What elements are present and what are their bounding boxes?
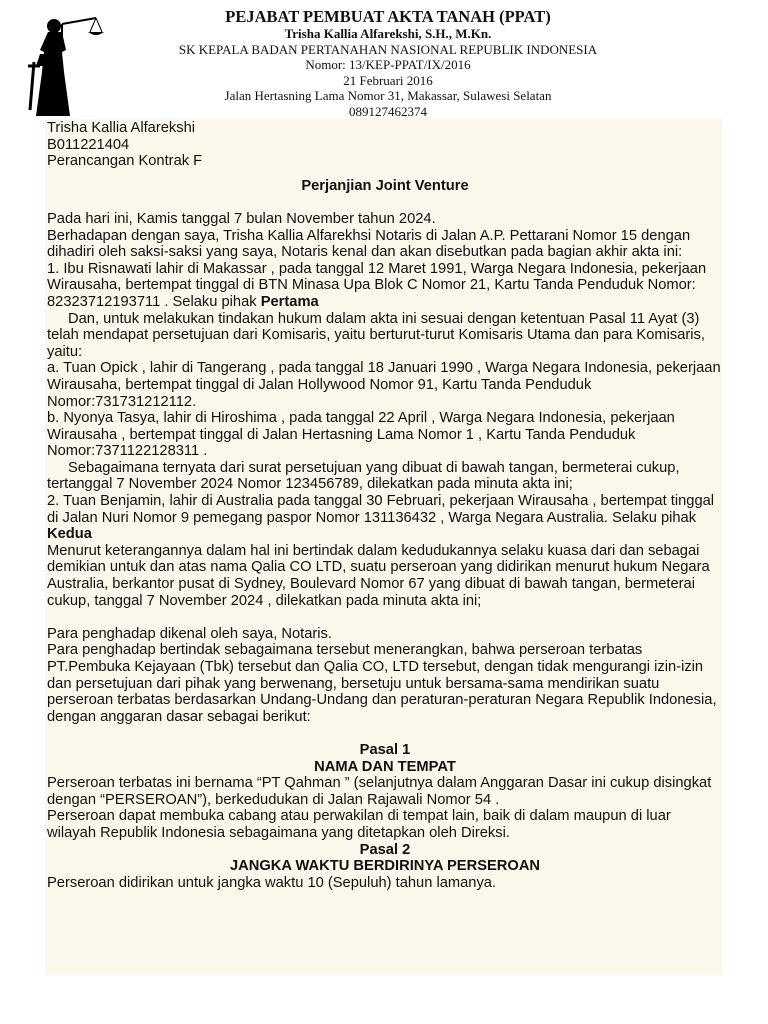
parties-known: Para penghadap dikenal oleh saya, Notaris.	[47, 625, 332, 642]
opening-statement: Berhadapan dengan saya, Trisha Kallia Alfarekhsi Notaris di Jalan A.P. Pettarani Nomor 15 dengan dihadiri oleh saksi-saksi yang saya, Notaris kenal dan akan disebutkan pada bagian akhir akta ini:	[47, 227, 691, 261]
commissioner-b: b. Nyonya Tasya, lahir di Hiroshima , pada tanggal 22 April , Warga Negara Indonesia, pekerjaan Wirausaha , bertempat tinggal di Jalan Hertasning Lama Nomor 1 , Kartu Tanda Penduduk Nomor:7371122128311 .	[47, 410, 675, 460]
party-first-text: 1. Ibu Risnawati lahir di Makassar , pada tanggal 12 Maret 1991, Warga Negara Indonesia, pekerjaan Wirausaha, bertempat tinggal di BTN Minasa Upa Blok C Nomor 21, Kartu Tanda Penduduk Nomor: 82323712193711 . Selaku pihak	[47, 260, 707, 310]
decree-date: 21 Februari 2016	[343, 72, 433, 88]
party-second-text: 2. Tuan Benjamin, lahir di Australia pada tanggal 30 Februari, pekerjaan Wirausaha , bertempat tinggal di Jalan Nuri Nomor 9 pemegang paspor Nomor 131136432 , Warga Negara Australia. Selaku pihak	[47, 493, 715, 526]
letterhead-text	[120, 7, 656, 120]
commissioner-a: a. Tuan Opick , lahir di Tangerang , pada tanggal 18 Januari 1990 , Warga Negara Indonesia, pekerjaan Wirausaha, bertempat tinggal di Jalan Hollywood Nomor 91, Kartu Tanda Penduduk Nomor:731731212112.	[47, 360, 721, 410]
party-second-capacity: Menurut keterangannya dalam hal ini bertindak dalam kedudukannya selaku kuasa dari dan sebagai demikian untuk dan atas nama Qalia CO LTD, suatu perseroan yang didirikan menurut hukum Negara Australia, berkantor pusat di Sydney, Boulevard Nomor 67 yang dibuat di bawah tangan, bermeterai cukup, tanggal 7 November 2024 , dilekatkan pada minuta akta ini;	[47, 542, 710, 609]
pasal-2-number: Pasal 2	[359, 841, 411, 858]
lady-justice-icon	[22, 10, 110, 120]
party-first-role: Pertama	[260, 293, 319, 310]
notary-name: Trisha Kallia Alfarekshi, S.H., M.Kn.	[284, 26, 492, 41]
decree-issuer: SK KEPALA BADAN PERTANAHAN NASIONAL REPUBLIK INDONESIA	[178, 41, 598, 57]
approval-paragraph: Sebagaimana ternyata dari surat persetujuan yang dibuat di bawah tangan, bermeterai cukup, tertanggal 7 November 2024 Nomor 123456789, dilekatkan pada minuta akta ini;	[47, 459, 680, 493]
spacer	[47, 609, 723, 626]
party-second-role: Kedua	[47, 526, 92, 543]
parties-statement: Para penghadap bertindak sebagaimana tersebut menerangkan, bahwa perseroan terbatas PT.Pembuka Kejayaan (Tbk) tersebut dan Qalia CO, LTD tersebut, dengan tidak mengurangi izin-izin dan persetujuan dari pihak yang berwenang, bersetuju untuk bersama-sama mendirikan suatu perseroan terbatas berdasarkan Undang-Undang dan peraturan-peraturan Negara Republik Indonesia, dengan anggaran dasar sebagai berikut:	[47, 642, 717, 725]
spacer	[47, 725, 723, 742]
student-class: Perancangan Kontrak F	[47, 153, 203, 170]
pasal-1-title: NAMA DAN TEMPAT	[314, 758, 456, 775]
letterhead	[0, 0, 768, 120]
pasal-1-paragraph-1: Perseroan terbatas ini bernama “PT Qahman ” (selanjutnya dalam Anggaran Dasar ini cukup disingkat dengan “PERSEROAN”), berkedudukan di Jalan Rajawali Nomor 54 .	[47, 775, 712, 808]
student-name: Trisha Kallia Alfarekshi	[47, 120, 196, 136]
party-first	[47, 261, 723, 311]
decree-number: Nomor: 13/KEP-PPAT/IX/2016	[305, 57, 471, 73]
document-title: Perjanjian Joint Venture	[301, 177, 469, 194]
pasal-2-title: JANGKA WAKTU BERDIRINYA PERSEROAN	[229, 858, 541, 875]
office-title: PEJABAT PEMBUAT AKTA TANAH (PPAT)	[225, 7, 551, 26]
spacer	[47, 194, 723, 211]
pasal-1-number: Pasal 1	[359, 741, 411, 758]
pasal-2-paragraph-1: Perseroan didirikan untuk jangka waktu 10 (Sepuluh) tahun lamanya.	[47, 874, 497, 891]
document-body	[47, 120, 723, 891]
opening-date: Pada hari ini, Kamis tanggal 7 bulan November tahun 2024.	[47, 210, 436, 227]
pasal-1-paragraph-2: Perseroan dapat membuka cabang atau perwakilan di tempat lain, baik di dalam maupun di luar wilayah Republik Indonesia sebagaimana yang ditetapkan oleh Direksi.	[47, 808, 671, 841]
party-second	[47, 493, 723, 543]
authority-paragraph: Dan, untuk melakukan tindakan hukum dalam akta ini sesuai dengan ketentuan Pasal 11 Ayat (3) telah mendapat persetujuan dari Komisaris, yaitu berturut-turut Komisaris Utama dan para Komisaris, yaitu:	[47, 310, 705, 360]
office-address: Jalan Hertasning Lama Nomor 31, Makassar, Sulawesi Selatan	[224, 88, 552, 104]
office-phone: 089127462374	[349, 103, 427, 119]
student-id: B011221404	[47, 136, 130, 153]
